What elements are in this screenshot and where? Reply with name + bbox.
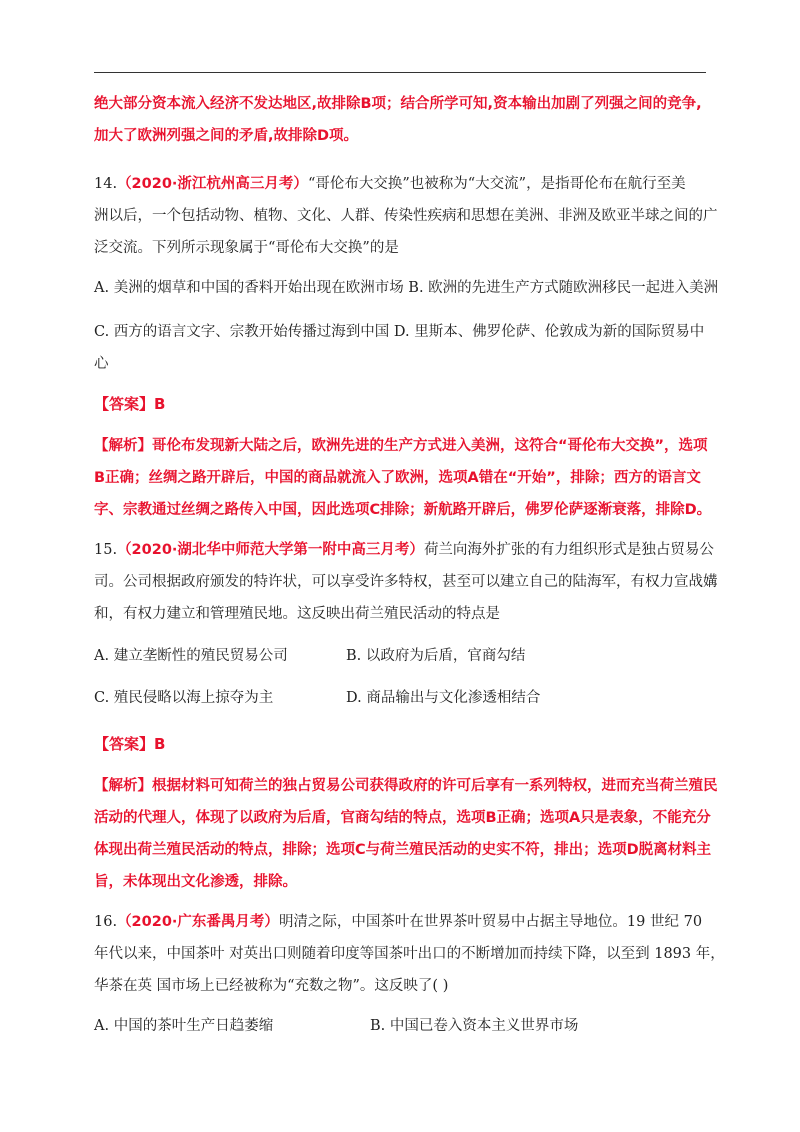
question-16-first-line [94, 906, 714, 938]
question-14-answer: 【答案】B [94, 395, 166, 413]
question-14-option-ab [94, 272, 719, 304]
question-14-analysis [94, 430, 714, 526]
question-option-line: C. 西方的语言文字、宗教开始传播过海到中国 D. 里斯本、佛罗伦萨、伦敦成为新的国际贸易中 [94, 324, 705, 340]
question-stem-line: 和，有权力建立和管理殖民地。这反映出荷兰殖民活动的特点是 [94, 606, 500, 622]
question-stem-line: 华茶在英 国市场上已经被称为“充数之物”。这反映了( ) [94, 978, 449, 994]
header-rule [94, 72, 706, 73]
question-source: （2020·浙江杭州高三月考） [117, 176, 308, 192]
question-stem-line: 明清之际，中国茶叶在世界茶叶贸易中占据主导地位。19 世纪 70 [278, 914, 703, 930]
analysis-line: 【解析】根据材料可知荷兰的独占贸易公司获得政府的许可后享有一系列特权，进而充当荷兰殖民 [94, 778, 718, 794]
question-15-answer: 【答案】B [94, 735, 166, 753]
question-source: （2020·广东番禺月考） [117, 914, 279, 930]
option-d: D. 商品输出与文化渗透相结合 [346, 690, 541, 706]
question-option-line: 心 [94, 356, 109, 372]
question-option-line: A. 美洲的烟草和中国的香料开始出现在欧洲市场 B. 欧洲的先进生产方式随欧洲移民一起进入美洲 [94, 280, 719, 296]
question-stem-line: 司。公司根据政府颁发的特许状，可以享受许多特权，甚至可以建立自己的陆海军，有权力宣战媾 [94, 574, 718, 590]
prev-analysis-line: 绝大部分资本流入经济不发达地区,故排除B项；结合所学可知,资本输出加剧了列强之间的竞争, [94, 96, 702, 112]
question-16-stem [94, 906, 725, 1002]
question-stem-line: “哥伦布大交换”也被称为“大交流”，是指哥伦布在航行至美 [307, 176, 686, 192]
option-c: C. 殖民侵略以海上掠夺为主 [94, 690, 274, 706]
question-15-analysis [94, 770, 718, 898]
question-number: 14. [94, 176, 118, 192]
option-b: B. 中国已卷入资本主义世界市场 [370, 1018, 579, 1034]
question-14-stem [94, 168, 718, 264]
option-a: A. 中国的茶叶生产日趋萎缩 [94, 1018, 274, 1034]
question-stem-line: 年代以来，中国茶叶 对英出口则随着印度等国茶叶出口的不断增加而持续下降，以至到 1893 年， [94, 946, 725, 962]
question-15-options-row-1 [94, 644, 714, 668]
question-source: （2020·湖北华中师范大学第一附中高三月考） [117, 542, 424, 558]
question-number: 15. [94, 542, 118, 558]
question-stem-line: 荷兰向海外扩张的有力组织形式是独占贸易公 [423, 542, 714, 558]
analysis-line: B正确；丝绸之路开辟后，中国的商品就流入了欧洲，选项A错在“开始”，排除；西方的语言文 [94, 470, 701, 486]
analysis-line: 活动的代理人，体现了以政府为后盾，官商勾结的特点，选项B正确；选项A只是表象，不能充分 [94, 810, 711, 826]
prev-analysis-line: 加大了欧洲列强之间的矛盾,故排除D项。 [94, 128, 359, 144]
question-15-options-row-2 [94, 686, 714, 710]
question-14-option-cd [94, 316, 714, 380]
analysis-line: 字、宗教通过丝绸之路传入中国，因此选项C排除；新航路开辟后，佛罗伦萨逐渐衰落，排除D。 [94, 502, 712, 518]
question-stem-line: 泛交流。下列所示现象属于“哥伦布大交换”的是 [94, 240, 399, 256]
option-b: B. 以政府为后盾，官商勾结 [346, 648, 526, 664]
prev-analysis-continuation [94, 88, 714, 152]
question-15-stem [94, 534, 718, 630]
question-16-options-row-1 [94, 1014, 714, 1038]
analysis-line: 体现出荷兰殖民活动的特点，排除；选项C与荷兰殖民活动的史实不符，排出；选项D脱离材料主 [94, 842, 712, 858]
question-14-first-line [94, 168, 714, 200]
question-15-first-line [94, 534, 714, 566]
question-number: 16. [94, 914, 118, 930]
analysis-line: 【解析】哥伦布发现新大陆之后，欧洲先进的生产方式进入美洲，这符合“哥伦布大交换”，选项 [94, 438, 708, 454]
option-a: A. 建立垄断性的殖民贸易公司 [94, 648, 288, 664]
question-stem-line: 洲以后，一个包括动物、植物、文化、人群、传染性疾病和思想在美洲、非洲及欧亚半球之间的广 [94, 208, 718, 224]
analysis-line: 旨，未体现出文化渗透，排除。 [94, 874, 297, 890]
